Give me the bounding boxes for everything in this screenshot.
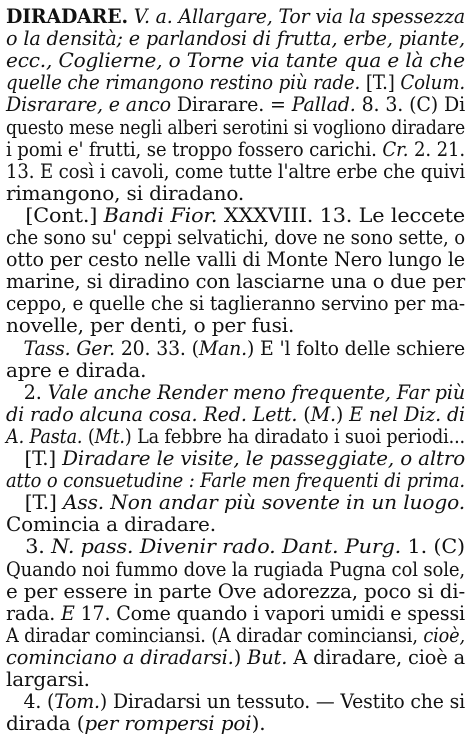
text-segment: ( [297, 401, 311, 426]
text-segment: ) [335, 401, 350, 426]
text-segment: Dirarare. = [170, 92, 292, 117]
text-segment: 8. 3. (C) Di [355, 92, 466, 117]
text-segment: largarsi. [6, 667, 90, 691]
text-segment: Man. [198, 335, 247, 360]
text-segment: ceppo, e quelle che si taglieranno servino per ma- [6, 291, 465, 316]
text-segment: Colum. [400, 70, 466, 95]
text-segment: Ass. Non andar più sovente in un luogo. [63, 490, 465, 515]
text-segment: cioè, [423, 622, 465, 647]
text-segment: 1. (C) [401, 534, 465, 559]
text-segment: A diradar cominciansi. (A diradar cominciansi, [6, 622, 424, 647]
text-segment: E [61, 600, 75, 625]
entry-line [0, 709, 471, 738]
headword: DIRADARE. [6, 4, 128, 28]
text-segment: E nel Diz. di [349, 401, 466, 426]
text-segment: otto per cesto nelle valli di Monte Nero lungo le [6, 247, 465, 272]
text-segment: rimangono, si diradano. [6, 180, 245, 205]
entry-line-text [6, 709, 265, 738]
text-segment: per rompersi poi [84, 711, 252, 736]
text-segment: ). [251, 711, 266, 736]
text-segment: XXXVIII. 13. Le leccete [217, 202, 465, 227]
text-segment: questo mese negli alberi serotini si vogliono diradare [6, 114, 466, 139]
text-segment: Pallad. [291, 92, 356, 117]
text-segment: atto o consuetudine : Farle men frequenti di prima. [6, 468, 465, 493]
text-segment: o la densità; e parlandosi di frutta, erbe, piante, [6, 26, 465, 51]
text-segment: Diradare le visite, le passeggiate, o altro [62, 446, 466, 470]
text-segment: Tass. Ger. [23, 335, 115, 360]
text-segment: che sono su' ceppi selvatichi, dove ne sono sette, o [6, 225, 465, 249]
text-segment: cominciano a diradarsi. [6, 644, 234, 669]
text-segment: But. [247, 644, 288, 669]
text-segment: ) [233, 644, 248, 669]
text-segment: ( [82, 423, 95, 448]
text-segment: novelle, per denti, o per fusi. [6, 313, 295, 338]
text-segment: ) E 'l folto delle schiere [246, 335, 465, 360]
text-segment: Mt. [94, 423, 125, 448]
text-segment: Quando noi fummo dove la rugiada Pugna col sole, [6, 556, 466, 581]
text-segment: e per essere in parte Ove adorezza, poco si di- [6, 578, 466, 603]
text-segment: 13. E così i cavoli, come tutte l'altre erbe che quivi [6, 158, 466, 183]
text-segment: [T.] [6, 490, 64, 515]
text-segment: rada. [6, 600, 62, 625]
text-segment: Cr. [382, 136, 409, 161]
text-segment: Vale anche Render meno frequente, Far più [47, 379, 466, 404]
text-segment: 3. [6, 534, 52, 559]
text-segment: di rado alcuna cosa. Red. Lett. [6, 401, 298, 426]
text-segment: dirada ( [6, 711, 85, 736]
text-segment: A diradare, cioè a [287, 644, 466, 669]
text-segment: 2. [6, 379, 48, 404]
text-segment: N. pass. Divenir rado. Dant. Purg. [51, 534, 402, 559]
text-segment: 17. Come quando i vapori umidi e spessi [74, 600, 465, 625]
text-segment: [Cont.] [6, 202, 104, 227]
text-segment: 4. ( [6, 689, 55, 714]
text-segment: Tom. [54, 689, 100, 714]
text-segment: ) La febbre ha diradato i suoi periodi... [124, 423, 466, 448]
text-segment: ecc., Coglierne, o Torne via tante qua e là che [6, 48, 465, 73]
text-segment: apre e dirada. [6, 357, 147, 382]
text-segment: A. Pasta. [6, 423, 83, 448]
text-segment: i pomi e' frutti, se troppo fossero carichi. [6, 136, 383, 161]
text-segment: marine, si diradino con lasciarne una o due per [6, 269, 466, 294]
text-segment: 2. 21. [408, 136, 466, 161]
text-segment: [T.] [6, 446, 63, 470]
text-segment: V. a. Allargare, Tor via la spessezza [127, 4, 465, 28]
text-segment: Bandi Fior. [103, 202, 218, 227]
text-segment: quelle che rimangono restino più rade. [6, 70, 361, 95]
text-segment: 20. 33. ( [114, 335, 199, 360]
text-segment: ) Diradarsi un tessuto. — Vestito che si [99, 689, 465, 714]
text-segment: [T.] [360, 70, 401, 95]
text-segment: M. [310, 401, 336, 426]
text-segment: Disrarare, e anco [6, 92, 171, 117]
text-segment: Comincia a diradare. [6, 512, 216, 537]
